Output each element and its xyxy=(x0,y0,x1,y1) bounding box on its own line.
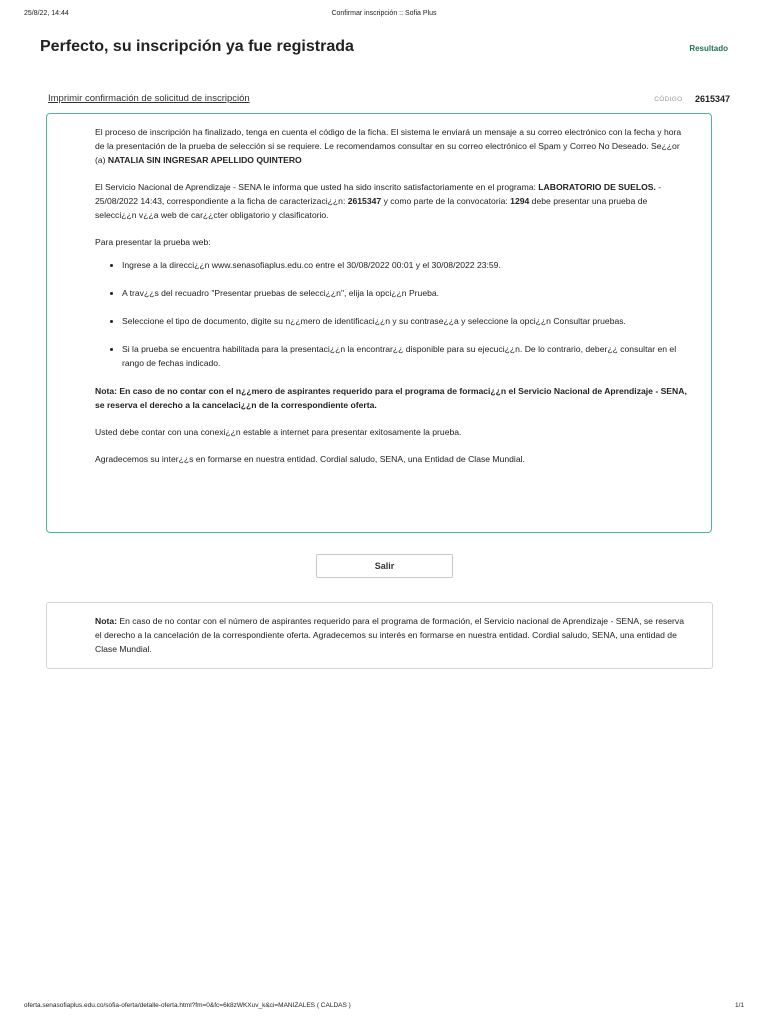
intro-text: El proceso de inscripción ha finalizado, tenga en cuenta el código de la ficha. El sistema le enviará un mensaje a su correo electrónico con la fecha y hora de la presentación de la prueba de selección si se requiere. Le recomendamos consultar en su correo electrónico el Spam y Correo No Deseado. Se¿¿or (a) xyxy=(95,127,682,165)
applicant-name: NATALIA SIN INGRESAR APELLIDO QUINTERO xyxy=(107,155,302,165)
step-item: • Seleccione el tipo de documento, digite su n¿¿mero de identificaci¿¿n y su contrase¿¿a y seleccione la opci¿¿n Consultar pruebas. xyxy=(122,314,689,328)
convocatoria-code: 1294 xyxy=(510,196,530,206)
program-text-a: El Servicio Nacional de Aprendizaje - SENA le informa que usted ha sido inscrito satisfactoriamente en el programa: xyxy=(95,182,539,192)
footer-note-box xyxy=(46,602,713,669)
code-value: 2615347 xyxy=(694,94,730,104)
confirmation-message-box xyxy=(46,113,712,533)
program-name: LABORATORIO DE SUELOS. xyxy=(538,182,656,192)
print-date: 25/8/22, 14:44 xyxy=(24,10,69,17)
code-label: CÓDIGO xyxy=(654,96,683,103)
print-confirmation-link[interactable]: Imprimir confirmación de solicitud de inscripción xyxy=(48,93,250,104)
print-document-title: Confirmar inscripción :: Sofia Plus xyxy=(331,10,437,17)
steps-list xyxy=(95,258,689,370)
note-bold-text: Nota: En caso de no contar con el n¿¿mero de aspirantes requerido para el programa de formaci¿¿n el Servicio Nacional de Aprendizaje - SENA, se reserva el derecho a la cancelaci¿¿n de la correspondiente oferta. xyxy=(95,386,687,410)
message-note xyxy=(95,384,689,412)
program-text-d: debe presentar una prueba de selecci¿¿n v¿¿a web de car¿¿cter obligatorio y clasificatorio. xyxy=(95,196,648,220)
ficha-code: 2615347 xyxy=(347,196,382,206)
footer-note-text: En caso de no contar con el número de aspirantes requerido para el programa de formación, el Servicio nacional de Aprendizaje - SENA, se reserva el derecho a la cancelación de la correspondiente oferta. Agradecemos su interés en formarse en nuestra entidad. Cordial saludo, SENA, una entidad de Clase Mundial. xyxy=(95,616,684,654)
exit-button[interactable]: Salir xyxy=(316,554,453,578)
message-thanks: Agradecemos su inter¿¿s en formarse en nuestra entidad. Cordial saludo, SENA, una Entidad de Clase Mundial. xyxy=(95,454,525,464)
footer-note-label: Nota: xyxy=(95,616,117,626)
print-header xyxy=(24,10,744,20)
result-link[interactable]: Resultado xyxy=(689,44,728,53)
print-url: oferta.senasofiaplus.edu.co/sofia-oferta/detalle-oferta.html?fm=0&fc=6k8zWKXuv_k&ci=MANIZALES ( CALDAS ) xyxy=(24,1002,351,1009)
step-item: • A trav¿¿s del recuadro "Presentar pruebas de selecci¿¿n", elija la opci¿¿n Prueba. xyxy=(122,286,689,300)
message-steps-heading: Para presentar la prueba web: xyxy=(95,237,211,247)
program-text-b: - 25/08/2022 14:43, correspondiente a la ficha de caracterizaci¿¿n: xyxy=(95,182,662,206)
code-display xyxy=(654,94,730,104)
print-footer xyxy=(24,1002,744,1012)
message-paragraph-program xyxy=(95,180,689,222)
step-item: • Ingrese a la direcci¿¿n www.senasofiaplus.edu.co entre el 30/08/2022 00:01 y el 30/08/2022 23:59. xyxy=(122,258,689,272)
message-connection: Usted debe contar con una conexi¿¿n estable a internet para presentar exitosamente la prueba. xyxy=(95,427,462,437)
program-text-c: y como parte de la convocatoria: xyxy=(381,196,511,206)
message-paragraph-intro xyxy=(95,125,689,167)
footer-note xyxy=(95,614,690,656)
page-title: Perfecto, su inscripción ya fue registrada xyxy=(40,38,354,55)
step-item: • Si la prueba se encuentra habilitada para la presentaci¿¿n la encontrar¿¿ disponible para su ejecuci¿¿n. De lo contrario, deber¿¿ consultar en el rango de fechas indicado. xyxy=(122,342,689,370)
page-count: 1/1 xyxy=(734,1002,744,1009)
